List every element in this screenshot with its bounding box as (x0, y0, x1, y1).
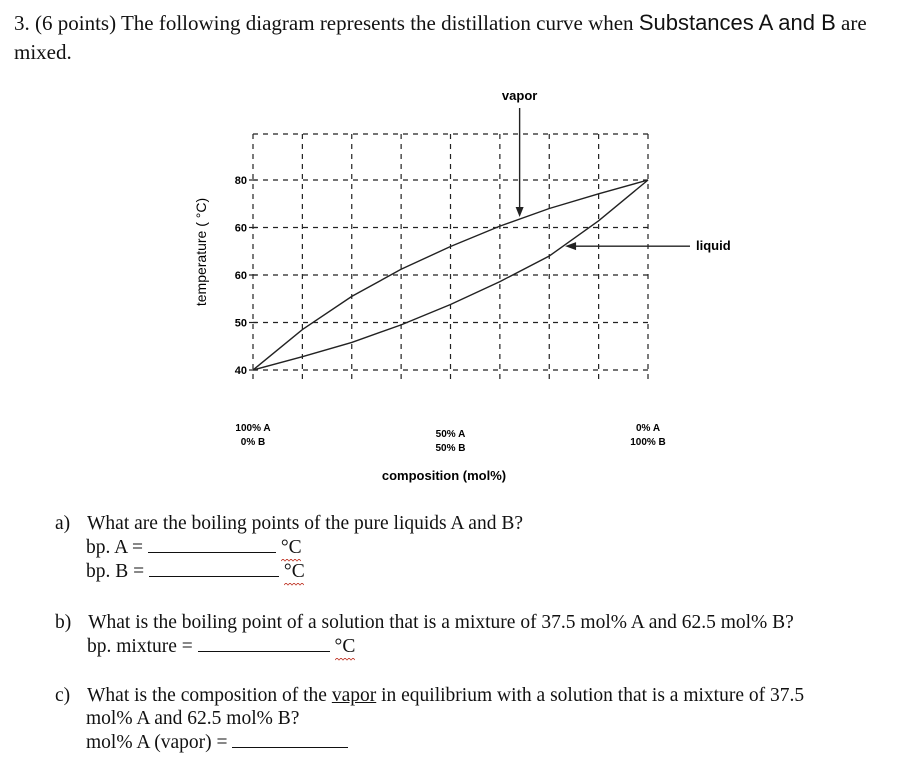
unit-text: °C (280, 537, 302, 558)
vapor-label: vapor (501, 88, 538, 103)
vapor-arrow-head (516, 207, 524, 217)
unit-text: °C (283, 561, 305, 582)
bp-a-answer-blank[interactable] (148, 535, 276, 553)
part-b-unit (335, 635, 356, 658)
part-c-question-line2: mol% A and 62.5 mol% B? (86, 708, 300, 729)
question-text-post: are mixed. (14, 11, 867, 64)
part-a-unit-1 (281, 536, 302, 559)
part-a-bp-a-label: bp. A = (86, 537, 144, 558)
question-points: (6 points) (35, 11, 117, 35)
x-tick-label-line2: 50% B (435, 443, 466, 454)
part-c-answer-label: mol% A (vapor) = (86, 732, 228, 753)
y-tick-label: 60 (234, 222, 247, 235)
bp-b-answer-blank[interactable] (149, 559, 279, 577)
part-a-letter: a) (55, 513, 71, 534)
question-number: 3. (14, 11, 30, 35)
spellcheck-squiggle (284, 583, 304, 586)
y-tick-label: 60 (234, 270, 247, 282)
x-tick-label-line1: 50% A (435, 429, 466, 440)
annotation-group (502, 88, 731, 253)
spellcheck-squiggle (335, 658, 355, 661)
liquid-label: liquid (696, 238, 731, 254)
y-tick-group (235, 175, 257, 377)
x-tick-label-line2: 0% B (240, 437, 266, 448)
part-c-question-pre: What is the composition of the (87, 685, 327, 706)
y-tick-label: 50 (234, 317, 247, 330)
x-tick-group (235, 423, 665, 454)
part-a-question: What are the boiling points of the pure liquids A and B? (87, 513, 523, 534)
question-substances: Substances A and B (638, 10, 836, 35)
unit-text: °C (334, 636, 356, 657)
x-tick-label-line1: 0% A (635, 423, 661, 434)
x-tick-label-line1: 100% A (235, 423, 271, 434)
part-b-question: What is the boiling point of a solution that is a mixture of 37.5 mol% A and 62.5 mol% B? (88, 612, 794, 633)
part-c-letter: c) (55, 685, 71, 706)
question-text-pre: The following diagram represents the distillation curve when (120, 11, 634, 35)
part-c-question-post: in equilibrium with a solution that is a mixture of 37.5 (381, 685, 805, 706)
grid-vertical-lines (253, 134, 648, 383)
x-tick-label-line2: 100% B (630, 437, 666, 448)
x-axis-label: composition (mol%) (381, 468, 507, 483)
part-a (55, 512, 523, 583)
part-c (55, 684, 804, 754)
part-b-letter: b) (55, 612, 72, 633)
part-b (55, 611, 794, 658)
y-tick-label: 80 (234, 175, 247, 187)
part-b-answer-label: bp. mixture = (87, 636, 193, 657)
vapor-composition-answer-blank[interactable] (232, 730, 348, 748)
y-tick-label: 40 (234, 365, 247, 377)
bp-mixture-answer-blank[interactable] (198, 634, 330, 652)
part-a-unit-2 (284, 560, 305, 583)
y-axis-label: temperature ( °C) (193, 197, 209, 307)
part-c-question-underlined: vapor (331, 685, 377, 706)
part-a-bp-b-label: bp. B = (86, 561, 145, 582)
